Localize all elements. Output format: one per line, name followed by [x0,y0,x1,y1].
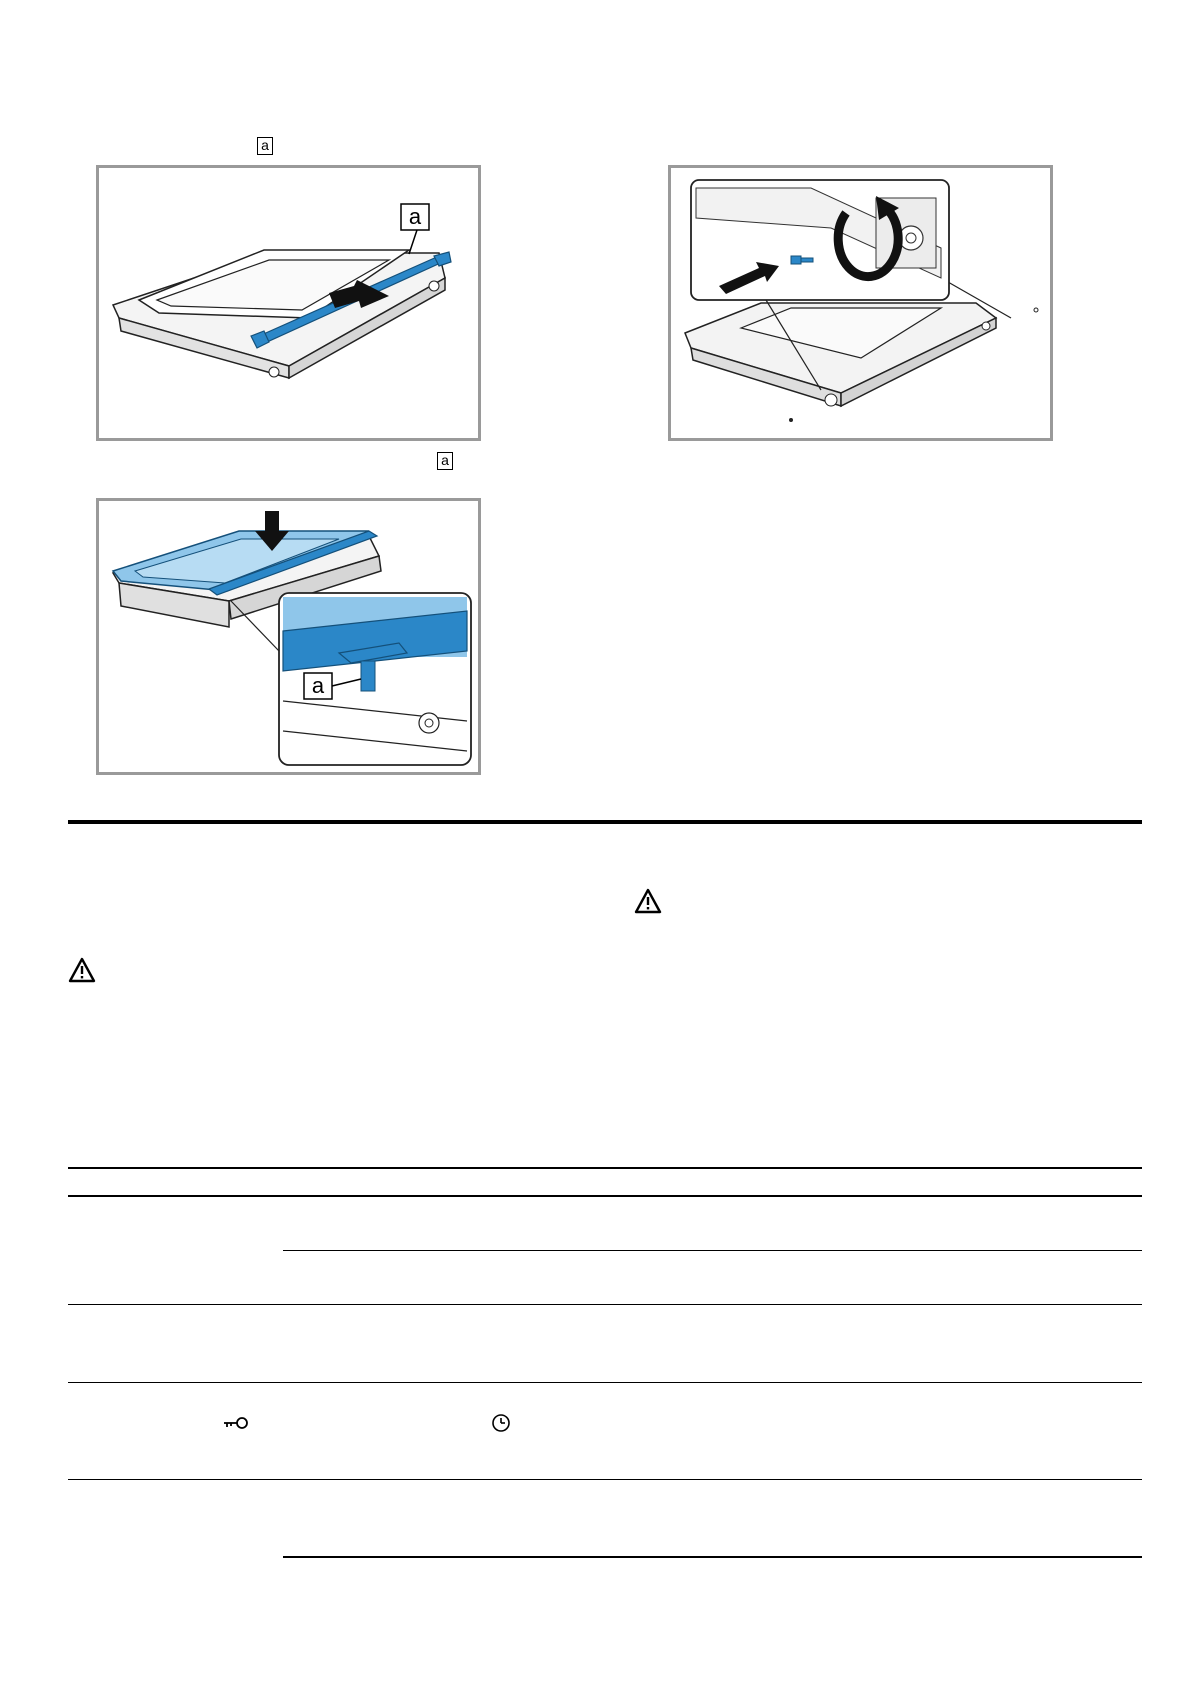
table-header-top-rule [68,1167,1142,1169]
warning-triangle-icon [634,888,662,914]
figure-press-cover [96,498,481,775]
table-row-rule [68,1304,1142,1305]
warning-triangle-icon [68,957,96,983]
section-divider [68,820,1142,824]
figure-slide-cover [96,165,481,441]
table-row-rule [283,1250,1142,1251]
key-icon [222,1415,250,1431]
table-row-rule [68,1382,1142,1383]
figure-screw-cover-drawing [671,168,1050,438]
callout-a-fig1: a [408,204,422,229]
figure-screw-cover [668,165,1053,441]
table-header-bottom-rule [68,1195,1142,1197]
clock-icon [491,1413,511,1433]
table-bottom-rule [283,1556,1142,1558]
callout-a-fig3: a [311,673,325,698]
reference-label-a-middle: a [437,452,453,470]
reference-label-a-top: a [257,137,273,155]
figure-press-cover-drawing [99,501,478,772]
table-row-rule [68,1479,1142,1480]
